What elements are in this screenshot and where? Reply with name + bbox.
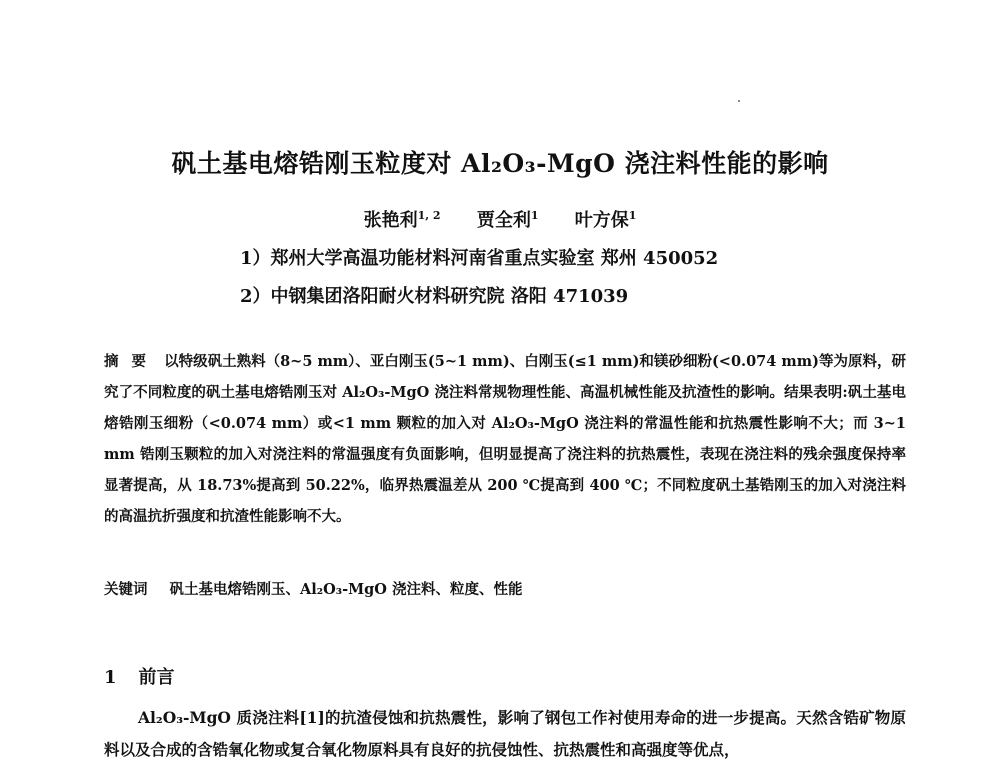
affiliation-1: 1）郑州大学高温功能材料河南省重点实验室 郑州 450052 (240, 248, 719, 269)
keywords-text: 矾土基电熔锆刚玉、Al₂O₃-MgO 浇注料、粒度、性能 (169, 581, 523, 598)
scan-speck (738, 100, 740, 102)
affiliation-2: 2）中钢集团洛阳耐火材料研究院 洛阳 471039 (240, 286, 629, 307)
abstract-label: 摘 要 (104, 353, 151, 370)
section-heading (104, 663, 175, 689)
author-list (0, 206, 1000, 232)
body-paragraph: Al₂O₃-MgO 质浇注料[1]的抗渣侵蚀和抗热震性，影响了钢包工作衬使用寿命的进一步提高。天然含锆矿物原料以及合成的含锆氧化物或复合氧化物原料具有良好的抗侵蚀性、抗热震性和高强度等优点， (104, 708, 906, 759)
abstract (104, 346, 906, 532)
abstract-text: 以特级矾土熟料（8~5 mm）、亚白刚玉(5~1 mm)、白刚玉(≤1 mm)和镁砂细粉(<0.074 mm)等为原料，研究了不同粒度的矾土基电熔锆刚玉对 Al₂O₃-MgO 浇注料常规物理性能、高温机械性能及抗渣性的影响。结果表明:矾土基电熔锆刚玉细粉（<0.074 mm）或<1 mm 颗粒的加入对 Al₂O₃-MgO 浇注料的常温性能和抗热震性影响不大；而 3~1 mm 锆刚玉颗粒的加入对浇注料的常温强度有负面影响，但明显提高了浇注料的抗热震性，表现在浇注料的残余强度保持率显著提高，从 18.73%提高到 50.22%，临界热震温差从 200 ℃提高到 400 ℃；不同粒度矾土基锆刚玉的加入对浇注料的高温抗折强度和抗渣性能影响不大。 (104, 353, 906, 525)
section-title: 前言 (138, 667, 175, 688)
author-1: 张艳利$^{1, 2}$ (363, 209, 441, 231)
paper-title: 矾土基电熔锆刚玉粒度对 Al₂O₃-MgO 浇注料性能的影响 (171, 149, 829, 178)
author-2: 贾全利$^1$ (476, 209, 539, 231)
author-3: 叶方保$^1$ (574, 209, 637, 231)
section-number: 1 (104, 667, 117, 688)
keywords-label: 关键词 (104, 581, 148, 598)
keywords (104, 578, 906, 599)
